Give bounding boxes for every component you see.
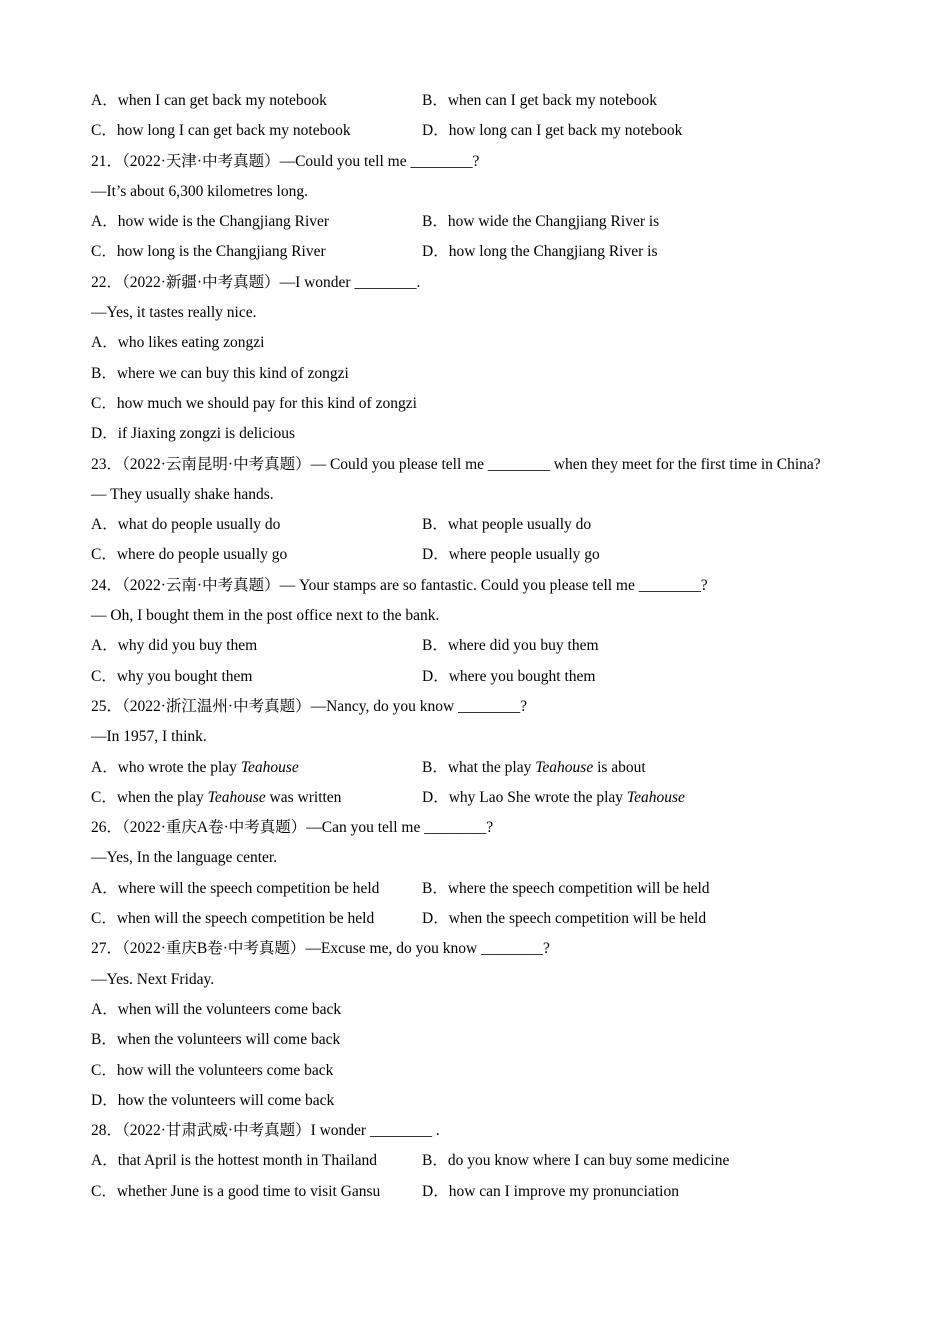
option-d: D．how long the Changjiang River is bbox=[422, 243, 658, 261]
option-a: A．what do people usually do bbox=[91, 516, 281, 534]
option-a: A．why did you buy them bbox=[91, 637, 258, 655]
option-c: C．where do people usually go bbox=[91, 546, 288, 564]
options-row bbox=[91, 783, 851, 813]
question-reply: —Yes. Next Friday. bbox=[91, 970, 215, 988]
question-reply: —It’s about 6,300 kilometres long. bbox=[91, 182, 308, 200]
option-a: A．who likes eating zongzi bbox=[91, 334, 265, 352]
option-b: B．when the volunteers will come back bbox=[91, 1031, 341, 1049]
question-reply: — Oh, I bought them in the post office next to the bank. bbox=[91, 607, 440, 625]
options-row bbox=[91, 874, 851, 904]
option-c: C．how long is the Changjiang River bbox=[91, 243, 326, 261]
option-b: B．do you know where I can buy some medicine bbox=[422, 1152, 730, 1170]
options-row bbox=[91, 904, 851, 934]
question-reply: —Yes, it tastes really nice. bbox=[91, 304, 257, 322]
question-reply: —In 1957, I think. bbox=[91, 728, 207, 746]
option-d: D．where you bought them bbox=[422, 667, 596, 685]
options-row bbox=[91, 1177, 851, 1207]
option-a: A．when I can get back my notebook bbox=[91, 92, 327, 109]
question-reply: —Yes, In the language center. bbox=[91, 849, 278, 867]
option-d: D．how long can I get back my notebook bbox=[422, 122, 683, 140]
option-c: C．when will the speech competition be held bbox=[91, 910, 375, 928]
question-stem: 28．（2022·甘肃武威·中考真题）I wonder ________ . bbox=[91, 1122, 440, 1140]
option-a: A．when will the volunteers come back bbox=[91, 1000, 342, 1018]
options-row bbox=[91, 510, 851, 540]
question-stem: 27．（2022·重庆B卷·中考真题）—Excuse me, do you know ________? bbox=[91, 940, 550, 958]
option-c: C．how will the volunteers come back bbox=[91, 1061, 334, 1079]
question-stem: 24．（2022·云南·中考真题）— Your stamps are so fantastic. Could you please tell me ________? bbox=[91, 576, 708, 594]
option-d: D．why Lao She wrote the play Teahouse bbox=[422, 788, 685, 806]
option-b: B．how wide the Changjiang River is bbox=[422, 213, 660, 231]
option-b: B．where the speech competition will be held bbox=[422, 879, 710, 897]
option-d: D．how can I improve my pronunciation bbox=[422, 1182, 679, 1200]
options-row bbox=[91, 631, 851, 661]
option-c: C．whether June is a good time to visit Gansu bbox=[91, 1182, 381, 1200]
question-stem: 22．（2022·新疆·中考真题）—I wonder ________. bbox=[91, 273, 421, 291]
worksheet bbox=[91, 86, 851, 1207]
option-a: A．who wrote the play Teahouse bbox=[91, 758, 299, 776]
option-a: A．that April is the hottest month in Thailand bbox=[91, 1152, 378, 1170]
options-row bbox=[91, 116, 851, 146]
option-b: B．when can I get back my notebook bbox=[422, 92, 658, 109]
option-a: A．how wide is the Changjiang River bbox=[91, 213, 330, 231]
option-c: C．why you bought them bbox=[91, 667, 253, 685]
option-d: D．when the speech competition will be held bbox=[422, 910, 707, 928]
option-d: D．where people usually go bbox=[422, 546, 600, 564]
option-a: A．where will the speech competition be held bbox=[91, 879, 380, 897]
question-stem: 25．（2022·浙江温州·中考真题）—Nancy, do you know ________? bbox=[91, 697, 527, 715]
question-stem: 21．（2022·天津·中考真题）—Could you tell me ________? bbox=[91, 152, 480, 170]
option-b: B．what the play Teahouse is about bbox=[422, 758, 646, 776]
option-b: B．where we can buy this kind of zongzi bbox=[91, 364, 349, 382]
options-row bbox=[91, 237, 851, 267]
option-c: C．how long I can get back my notebook bbox=[91, 122, 351, 140]
option-d: D．if Jiaxing zongzi is delicious bbox=[91, 425, 296, 443]
options-row bbox=[91, 86, 851, 116]
question-reply: — They usually shake hands. bbox=[91, 485, 274, 503]
option-b: B．what people usually do bbox=[422, 516, 592, 534]
question-stem: 23．（2022·云南昆明·中考真题）— Could you please tell me ________ when they meet for the first time in China? bbox=[91, 455, 821, 473]
option-c: C．how much we should pay for this kind of zongzi bbox=[91, 394, 417, 412]
options-row bbox=[91, 753, 851, 783]
options-row bbox=[91, 662, 851, 692]
options-row bbox=[91, 540, 851, 570]
options-row bbox=[91, 1146, 851, 1176]
question-stem: 26．（2022·重庆A卷·中考真题）—Can you tell me ________? bbox=[91, 819, 494, 837]
options-row bbox=[91, 207, 851, 237]
option-d: D．how the volunteers will come back bbox=[91, 1091, 335, 1109]
option-b: B．where did you buy them bbox=[422, 637, 599, 655]
option-c: C．when the play Teahouse was written bbox=[91, 788, 342, 806]
